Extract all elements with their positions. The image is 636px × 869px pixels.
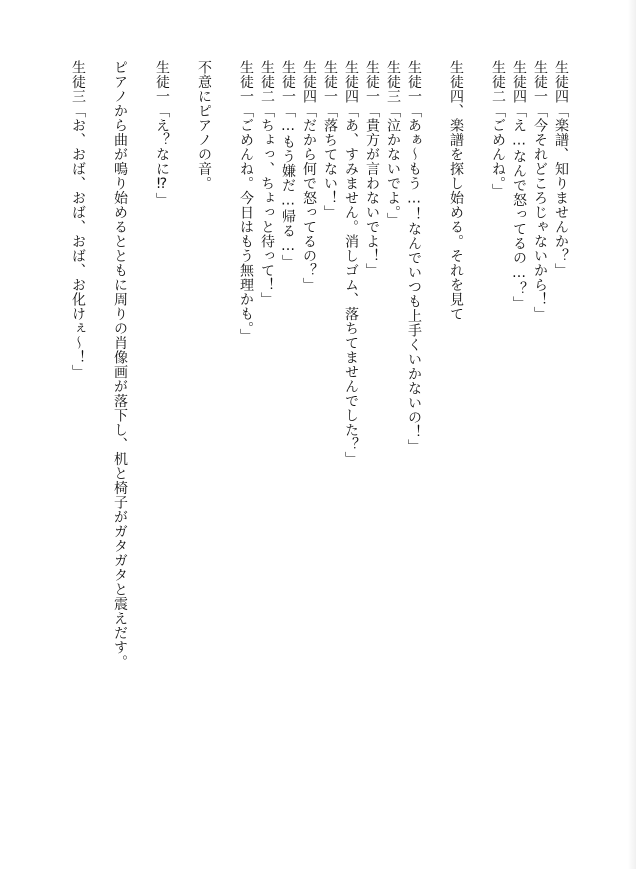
script-line: 生徒一「落ちてない！」 bbox=[322, 60, 338, 220]
script-line: 生徒四「あ、すみません。消しゴム、落ちてませんでした？」 bbox=[343, 60, 359, 466]
stage-direction: ピアノから曲が鳴り始めるとともに周りの肖像画が落下し、机と椅子がガタガタと震えだす。 bbox=[112, 60, 128, 669]
script-line: 生徒三「泣かないでよ。」 bbox=[385, 60, 401, 227]
script-line: 生徒二「ちょっ、ちょっと待って！」 bbox=[259, 60, 275, 307]
script-line: 生徒三「お、おば、おば、おば、お化けぇ〜！」 bbox=[70, 60, 86, 379]
script-line: 生徒一「あぁ〜もう…！なんでいつも上手くいかないの！」 bbox=[406, 60, 422, 454]
stage-direction: 生徒四、楽譜を探し始める。それを見て bbox=[448, 60, 464, 321]
script-line: 生徒一「貴方が言わないでよ！」 bbox=[364, 60, 380, 278]
script-line: 生徒四「え…なんで怒ってるの…？」 bbox=[511, 60, 527, 311]
stage-direction: 不意にピアノの音。 bbox=[196, 60, 212, 191]
script-line: 生徒一「ごめんね。今日はもう無理かも。」 bbox=[238, 60, 254, 343]
script-line: 生徒一「…もう嫌だ…帰る…」 bbox=[280, 60, 296, 269]
page-edge-shadow bbox=[628, 0, 636, 869]
script-line: 生徒四「だから何で怒ってるの？」 bbox=[301, 60, 317, 292]
script-line: 生徒二「ごめんね。」 bbox=[490, 60, 506, 198]
script-line: 生徒一「今それどころじゃないから！」 bbox=[532, 60, 548, 321]
script-line: 生徒一「え？なに⁉」 bbox=[154, 60, 170, 207]
script-line: 生徒四「楽譜、知りませんか？」 bbox=[553, 60, 569, 278]
